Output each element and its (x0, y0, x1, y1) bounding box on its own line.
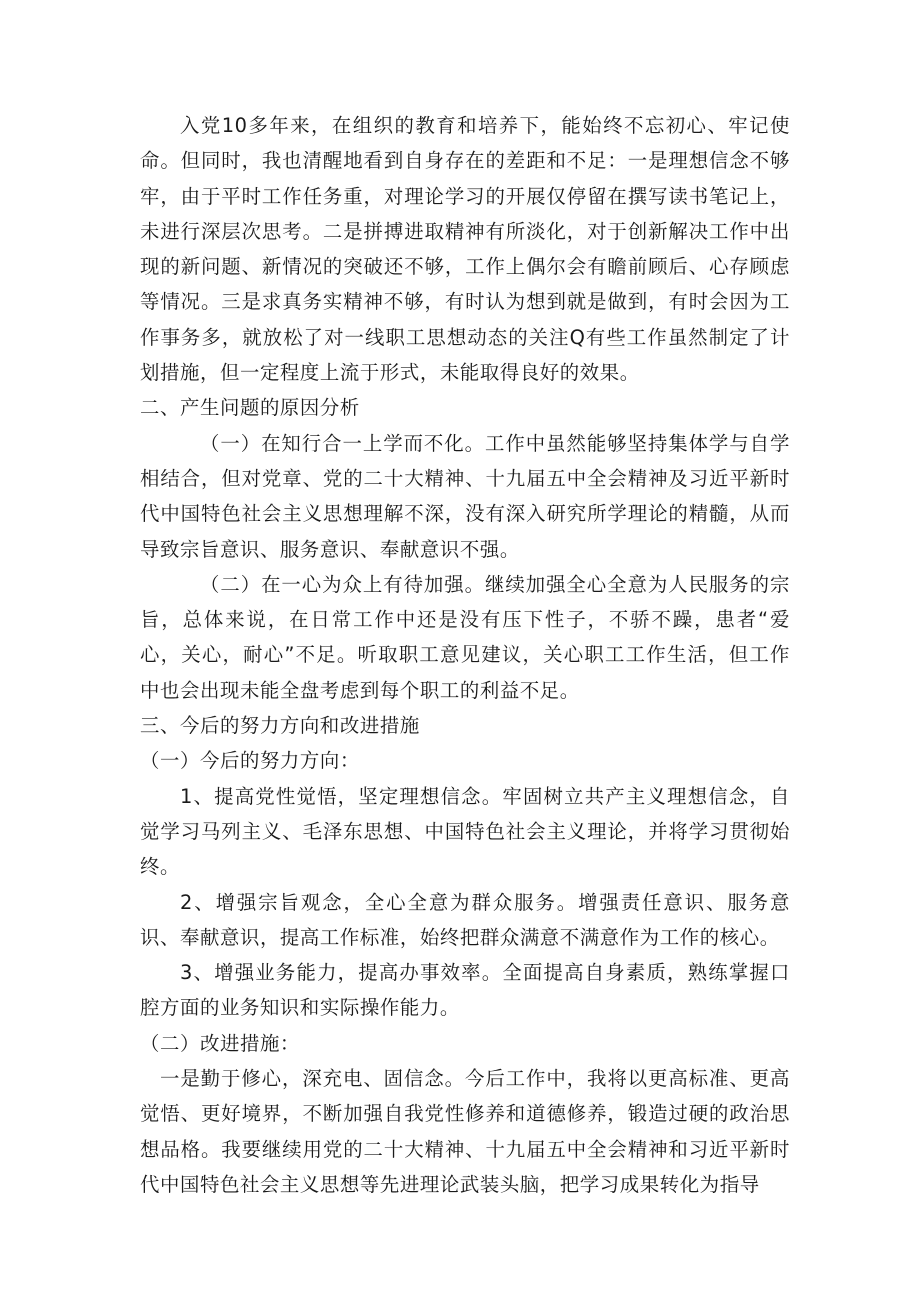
list-item-direction-2: 2、增强宗旨观念，全心全意为群众服务。增强责任意识、服务意识、奉献意识，提高工作标准，始终把群众满意不满意作为工作的核心。 (140, 890, 790, 949)
section-heading-causes: 二、产生问题的原因分析 (140, 396, 360, 420)
paragraph-shortcomings: 入党10多年来，在组织的教育和培养下，能始终不忘初心、牢记使命。但同时，我也清醒地看到自身存在的差距和不足：一是理想信念不够牢，由于平时工作任务重，对理论学习的开展仅停留在撰写读书笔记上，未进行深层次思考。二是拼搏进取精神有所淡化，对于创新解决工作中出现的新问题、新情况的突破还不够，工作上偶尔会有瞻前顾后、心存顾虑等情况。三是求真务实精神不够，有时认为想到就是做到，有时会因为工作事务多，就放松了对一线职工思想动态的关注Q有些工作虽然制定了计划措施，但一定程度上流于形式，未能取得良好的效果。 (140, 114, 790, 385)
list-item-direction-3: 3、增强业务能力，提高办事效率。全面提高自身素质，熟练掌握口腔方面的业务知识和实际操作能力。 (140, 961, 790, 1020)
paragraph-measure-1: 一是勤于修心，深充电、固信念。今后工作中，我将以更高标准、更高觉悟、更好境界，不断加强自我党性修养和道德修养，锻造过硬的政治思想品格。我要继续用党的二十大精神、十九届五中全会精神和习近平新时代中国特色社会主义思想等先进理论武装头脑，把学习成果转化为指导 (140, 1067, 790, 1196)
paragraph-cause-1: （一）在知行合一上学而不化。工作中虽然能够坚持集体学与自学相结合，但对党章、党的二十大精神、十九届五中全会精神及习近平新时代中国特色社会主义思想理解不深，没有深入研究所学理论的精髓，从而导致宗旨意识、服务意识、奉献意识不强。 (140, 431, 790, 561)
document-body (140, 108, 790, 1202)
list-item-direction-1: 1、提高党性觉悟，坚定理想信念。牢固树立共产主义理想信念，自觉学习马列主义、毛泽东思想、中国特色社会主义理论，并将学习贯彻始终。 (140, 784, 790, 879)
section-heading-improvements: 三、今后的努力方向和改进措施 (140, 714, 420, 738)
subheading-measures: （二）改进措施： (140, 1031, 300, 1055)
paragraph-cause-2: （二）在一心为众上有待加强。继续加强全心全意为人民服务的宗旨，总体来说，在日常工作中还是没有压下性子，不骄不躁，患者“爱心，关心，耐心”不足。听取职工意见建议，关心职工工作生活，但工作中也会出现未能全盘考虑到每个职工的利益不足。 (140, 572, 790, 702)
subheading-directions: （一）今后的努力方向： (140, 749, 360, 773)
